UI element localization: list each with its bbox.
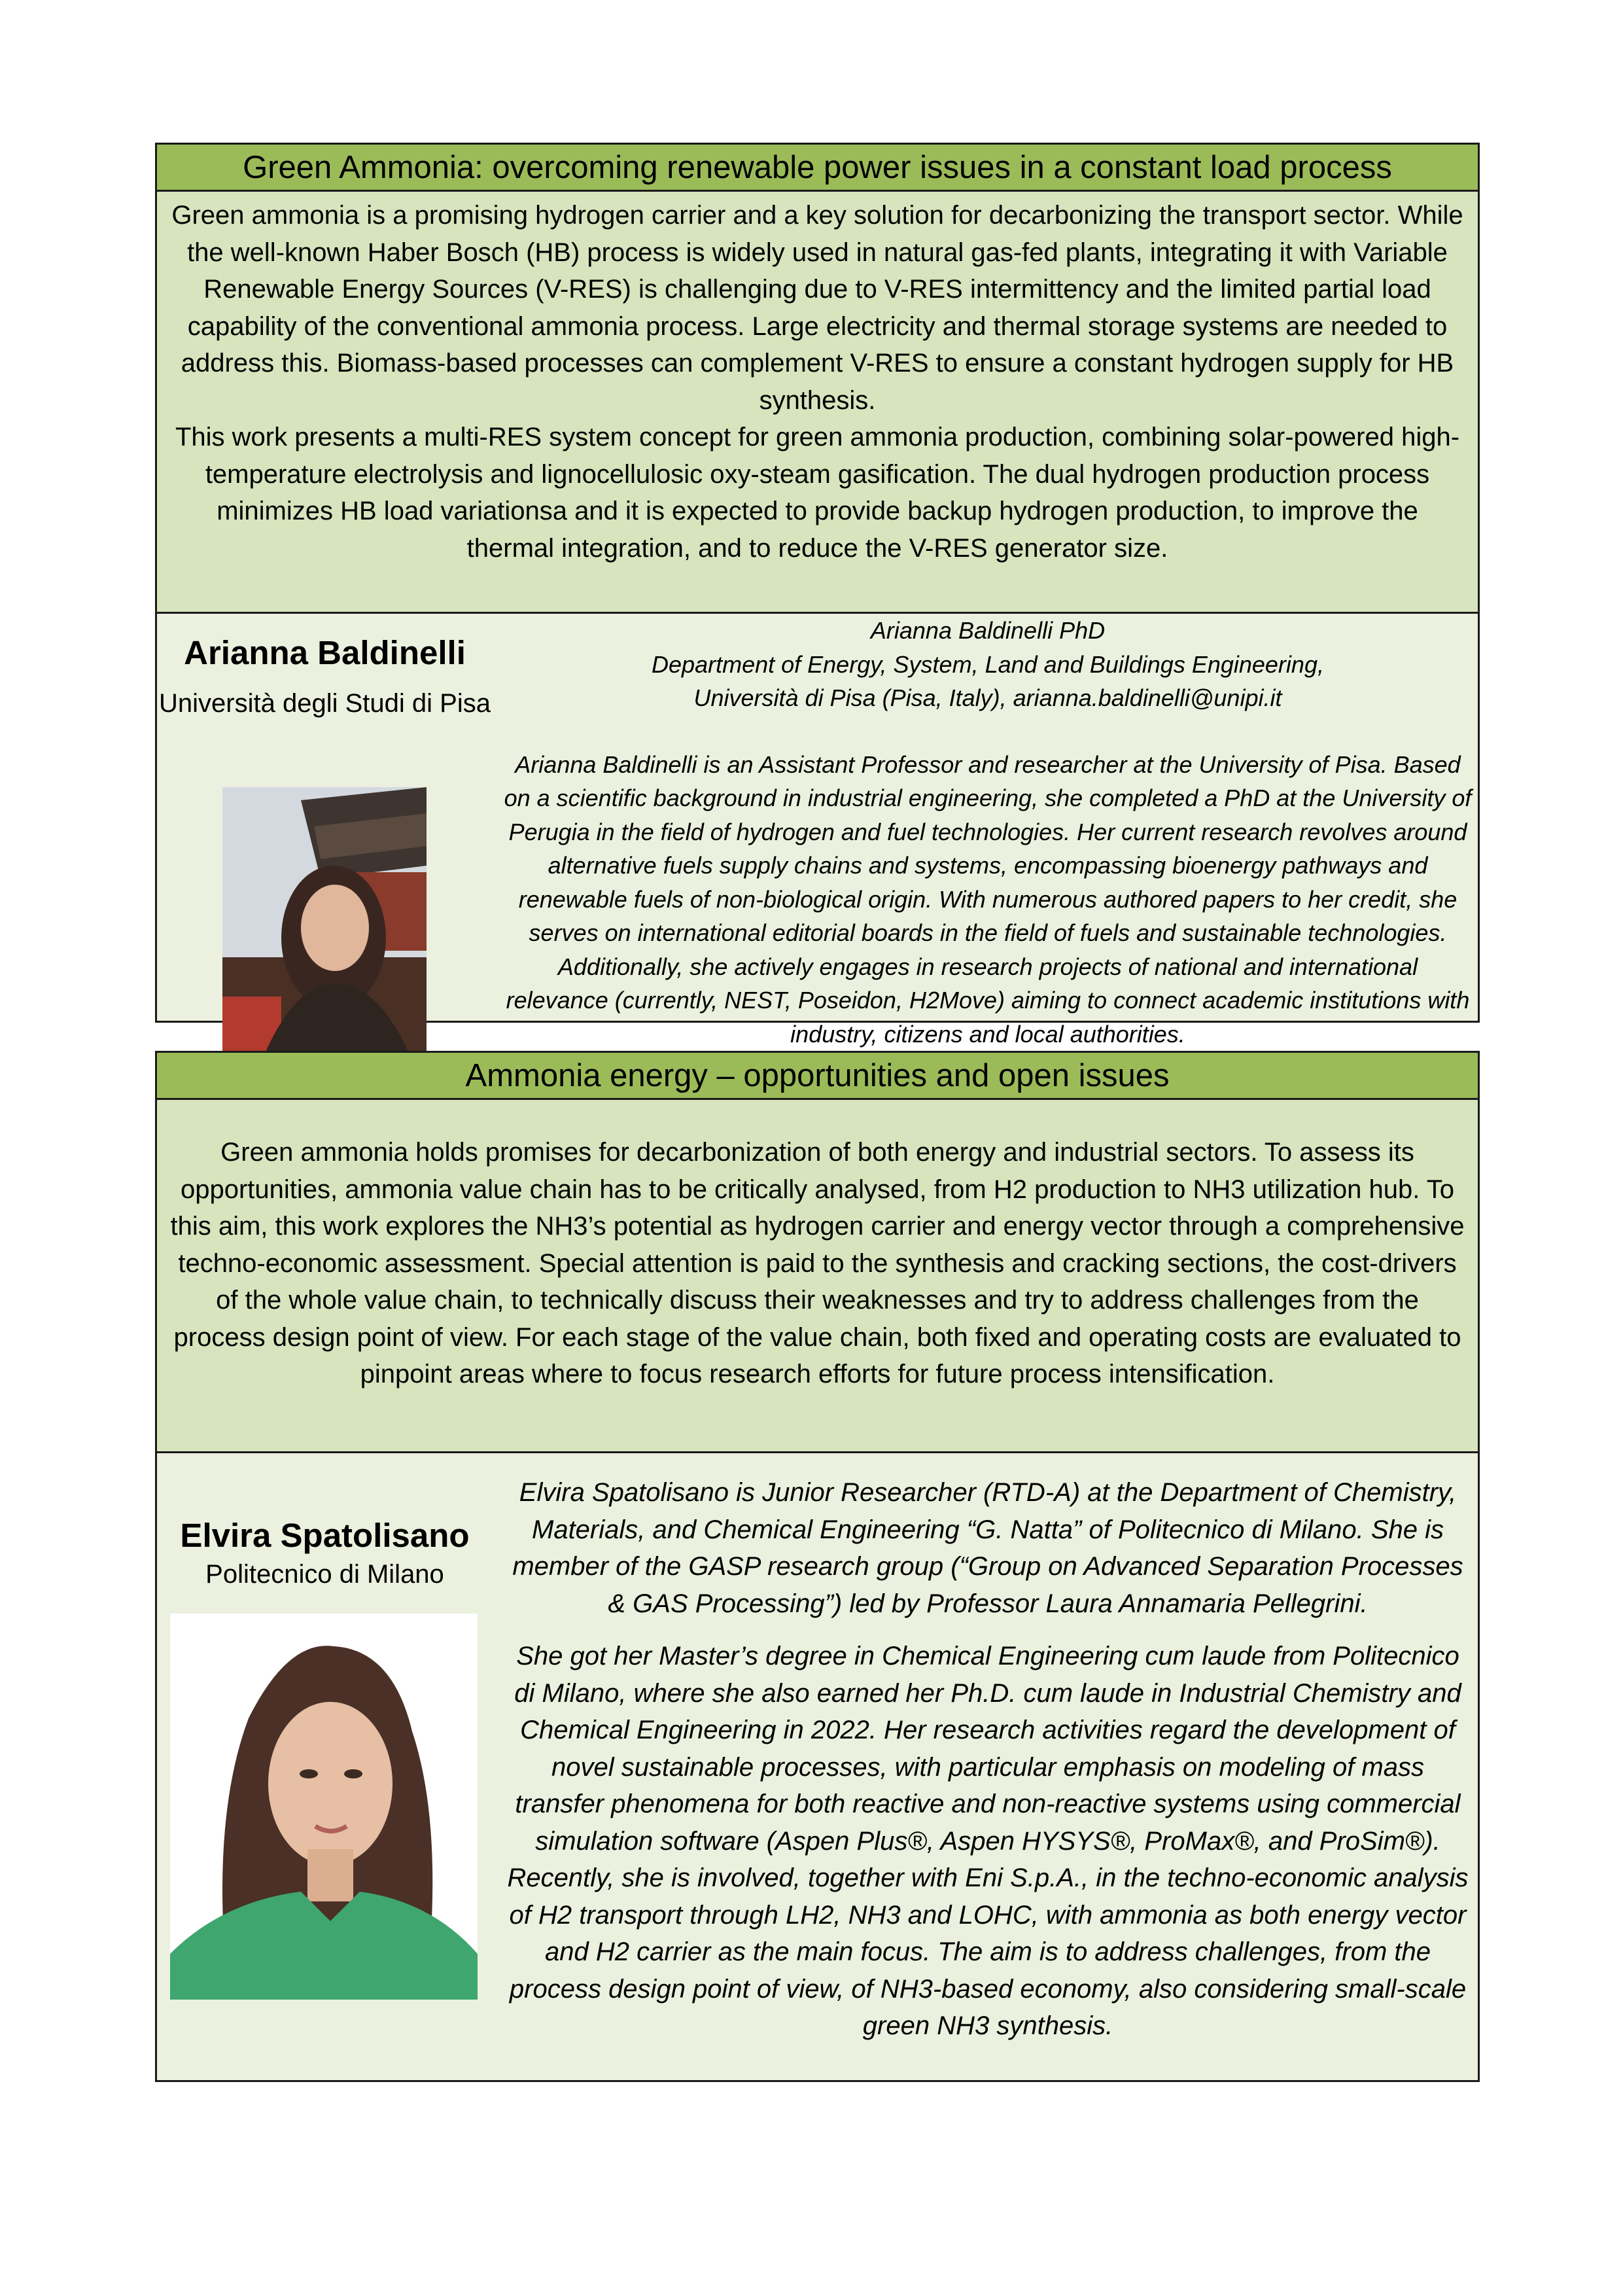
speaker-name: Arianna Baldinelli bbox=[184, 634, 466, 671]
talk-title: Ammonia energy – opportunities and open issues bbox=[157, 1053, 1478, 1100]
speaker-details bbox=[504, 614, 1472, 1051]
talk-title: Green Ammonia: overcoming renewable power issues in a constant load process bbox=[157, 145, 1478, 192]
talk-card-ammonia-energy bbox=[155, 1051, 1480, 2082]
contact-department: Department of Energy, System, Land and Buildings Engineering, bbox=[652, 650, 1324, 678]
abstract-paragraph: This work presents a multi-RES system concept for green ammonia production, combining solar-powered high-temperature electrolysis and lignocellulosic oxy-steam gasification. The dual hydrogen production process minimizes HB load variationsa and it is expected to provide backup hydrogen production, to improve the thermal integration, and to reduce the V-RES generator size. bbox=[175, 423, 1460, 563]
speaker-bio: Arianna Baldinelli is an Assistant Professor and researcher at the University of Pisa. Based on a scientific background in industrial engineering, she completed a PhD at the University of Perugia in the field of hydrogen and fuel technologies. Her current research revolves around alternative fuels supply chains and systems, encompassing bioenergy pathways and renewable fuels of non-biological origin. With numerous authored papers to her credit, she serves on international editorial boards in the field of fuels and sustainable technologies. Additionally, she actively engages in research projects of national and international relevance (currently, NEST, Poseidon, H2Move) aiming to connect academic institutions with industry, citizens and local authorities. bbox=[504, 751, 1472, 1048]
speaker-name: Elvira Spatolisano bbox=[180, 1517, 470, 1554]
speaker-bio: She got her Master’s degree in Chemical Engineering cum laude from Politecnico di Milano, where she also earned her Ph.D. cum laude in Industrial Chemistry and Chemical Engineering in 2022. Her research activities regard the development of novel sustainable processes, with particular emphasis on modeling of mass transfer phenomena for both reactive and non-reactive systems using commercial simulation software (Aspen Plus®, Aspen HYSYS®, ProMax®, and ProSim®). Recently, she is involved, together with Eni S.p.A., in the techno-economic analysis of H2 transport through LH2, NH3 and LOHC, with ammonia as both energy vector and H2 carrier as the main focus. The aim is to address challenges, from the process design point of view, of NH3-based economy, also considering small-scale green NH3 synthesis. bbox=[507, 1642, 1469, 2040]
speaker-section bbox=[157, 1453, 1478, 2081]
contact-name: Arianna Baldinelli PhD bbox=[870, 617, 1106, 644]
speaker-info bbox=[157, 614, 493, 722]
talk-abstract bbox=[157, 1100, 1478, 1453]
talk-abstract bbox=[157, 192, 1478, 614]
talk-card-green-ammonia bbox=[155, 143, 1480, 1048]
speaker-affiliation: Politecnico di Milano bbox=[205, 1560, 444, 1589]
speaker-info bbox=[157, 1453, 493, 1593]
abstract-paragraph: Green ammonia holds promises for decarbonization of both energy and industrial sectors. To assess its opportunities, ammonia value chain has to be critically analysed, from H2 production to NH3 utilization hub. To this aim, this work explores the NH3’s potential as hydrogen carrier and energy vector through a comprehensive techno-economic assessment. Special attention is paid to the synthesis and cracking sections, the cost-drivers of the whole value chain, to technically discuss their weaknesses and try to address challenges from the process design point of view. For each stage of the value chain, both fixed and operating costs are evaluated to pinpoint areas where to focus research efforts for future process intensification. bbox=[170, 1138, 1465, 1388]
speaker-bio: Elvira Spatolisano is Junior Researcher (RTD-A) at the Department of Chemistry, Materials, and Chemical Engineering “G. Natta” of Politecnico di Milano. She is member of the GASP research group (“Group on Advanced Separation Processes & GAS Processing”) led by Professor Laura Annamaria Pellegrini. bbox=[512, 1478, 1463, 1618]
abstract-paragraph: Green ammonia is a promising hydrogen carrier and a key solution for decarbonizing the transport sector. While the well-known Haber Bosch (HB) process is widely used in natural gas-fed plants, integrating it with Variable Renewable Energy Sources (V-RES) is challenging due to V-RES intermittency and the limited partial load capability of the conventional ammonia process. Large electricity and thermal storage systems are needed to address this. Biomass-based processes can complement V-RES to ensure a constant hydrogen supply for HB synthesis. bbox=[171, 201, 1463, 415]
speaker-affiliation: Università degli Studi di Pisa bbox=[159, 689, 491, 718]
speaker-section bbox=[157, 614, 1478, 1048]
contact-university-email: Università di Pisa (Pisa, Italy), arianna.baldinelli@unipi.it bbox=[693, 684, 1282, 711]
speaker-details bbox=[504, 1474, 1472, 2060]
speaker-photo bbox=[170, 1614, 478, 2000]
speaker-photo bbox=[222, 787, 427, 1061]
